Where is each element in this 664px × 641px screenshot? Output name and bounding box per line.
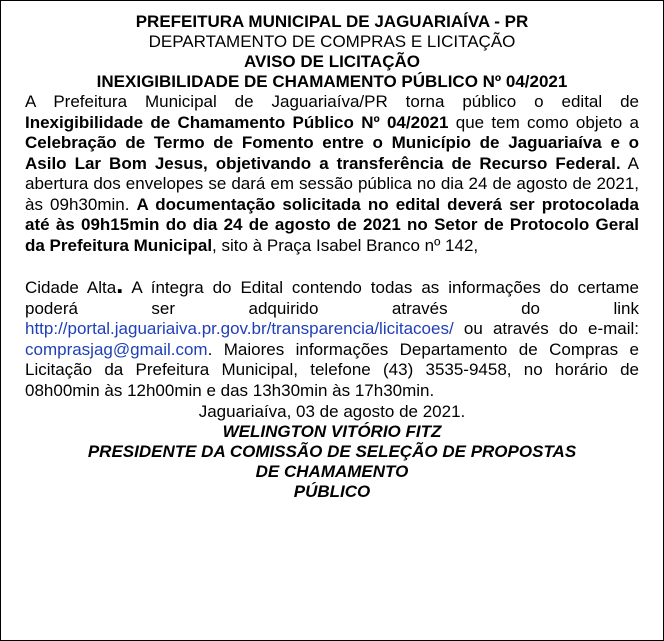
signer-name: WELINGTON VITÓRIO FITZ [222, 422, 442, 441]
transparency-link[interactable]: http://portal.jaguariaiva.pr.gov.br/transparencia/licitacoes/ [25, 319, 454, 338]
signer-role-line3: PÚBLICO [293, 482, 371, 501]
process-title: INEXIGIBILIDADE DE CHAMAMENTO PÚBLICO Nº 04/2021 [96, 72, 568, 91]
text-bold-period: . [116, 269, 124, 299]
notice-header [1, 12, 663, 92]
text-documentation-deadline: A documentação solicitada no edital deverá ser protocolada até às 09h15min do dia 24 de agosto de 2021 no Setor de Protocolo Geral da Prefeitura Municipal [25, 194, 639, 255]
signer-role-line1: PRESIDENTE DA COMISSÃO DE SELEÇÃO DE PROPOSTAS [87, 442, 577, 461]
municipality-title: PREFEITURA MUNICIPAL DE JAGUARIAÍVA - PR [135, 12, 529, 31]
signer-role-line2: DE CHAMAMENTO [255, 462, 409, 481]
text-email-intro: ou através do e-mail: [453, 319, 639, 338]
place-date: Jaguariaíva, 03 de agosto de 2021. [198, 402, 466, 421]
notice-body [25, 92, 639, 401]
text-edital-info: A íntegra do Edital contendo todas as informações do certame poderá ser adquirido através do link [25, 278, 639, 318]
text-address: , sito à Praça Isabel Branco nº 142, [212, 235, 479, 255]
email-link[interactable]: comprasjag@gmail.com [25, 339, 208, 359]
text-object: Celebração de Termo de Fomento entre o Município de Jaguariaíva e o Asilo Lar Bom Jesus, objetivando a transferência de Recurso Federal. [25, 133, 639, 173]
text-intro: A Prefeitura Municipal de Jaguariaíva/PR torna público o edital de [25, 92, 639, 111]
text-session: A abertura dos envelopes se dará em sessão pública no dia 24 de agosto de 2021, às 09h30min. [25, 153, 639, 214]
paragraph-info [25, 269, 639, 401]
text-process-number: Inexigibilidade de Chamamento Público Nº 04/2021 [25, 112, 449, 132]
department-title: DEPARTAMENTO DE COMPRAS E LICITAÇÃO [148, 32, 516, 51]
text-contact-hours: . Maiores informações Departamento de Compras e Licitação da Prefeitura Municipal, telefone (43) 3535-9458, no horário de 08h00min às 12h00min e das 13h30min às 17h30min. [25, 339, 639, 400]
text-object-intro: que tem como objeto a [448, 112, 639, 132]
text-district: Cidade Alta [25, 278, 117, 297]
paragraph-main [25, 92, 639, 256]
signature-block [1, 402, 663, 502]
notice-type-title: AVISO DE LICITAÇÃO [244, 52, 420, 71]
